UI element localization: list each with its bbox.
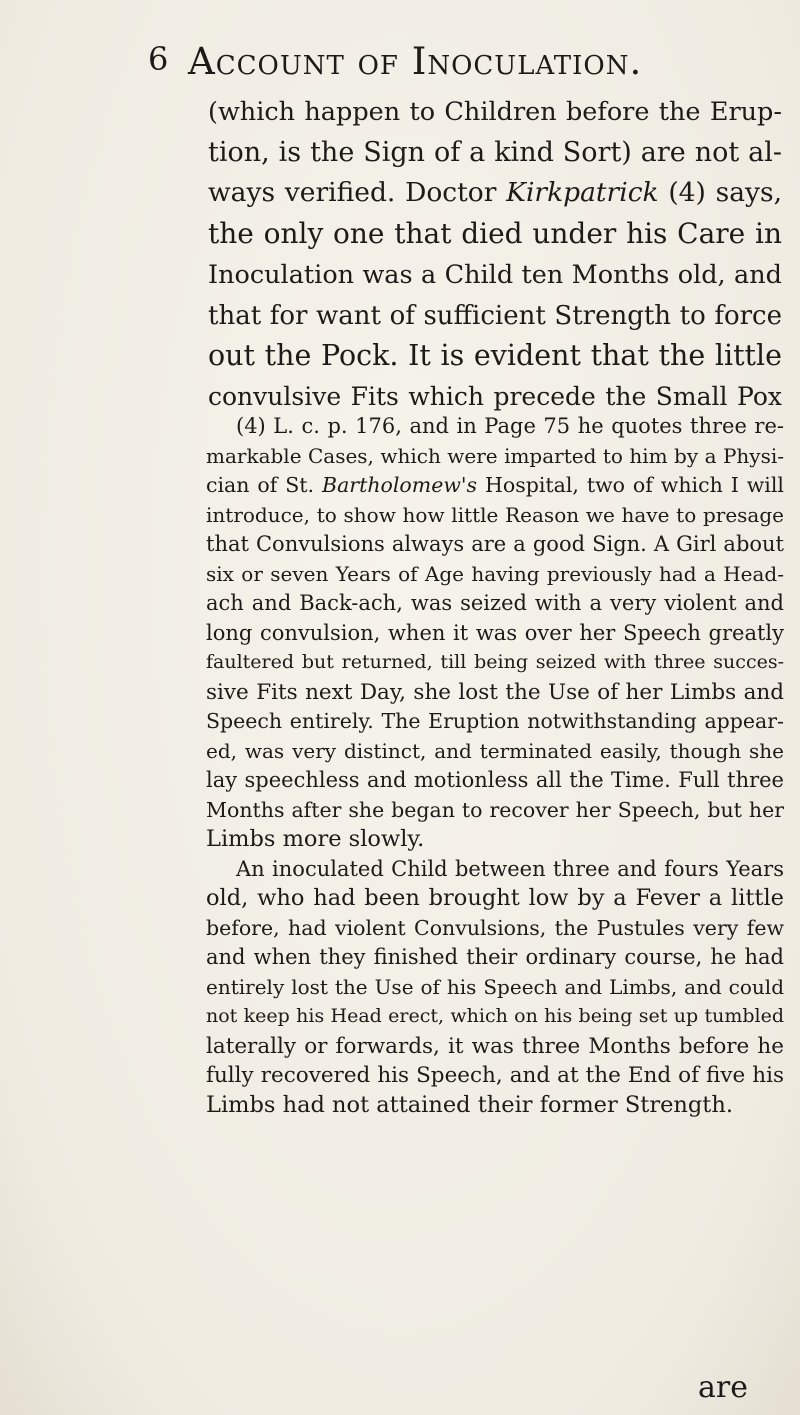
footnote-line: Months after she began to recover her Speech, but her xyxy=(206,797,784,822)
catchword: are xyxy=(698,1370,748,1405)
footnote-line: that Convulsions always are a good Sign. A Girl about xyxy=(206,532,784,556)
italic-name: Kirkpatrick xyxy=(506,177,659,209)
running-title: Account of Inoculation. xyxy=(188,40,643,83)
footnote-line: faultered but returned, till being seized with three succes- xyxy=(206,651,784,673)
footnote-line: not keep his Head erect, which on his being set up tumbled xyxy=(206,1005,784,1027)
main-line: Inoculation was a Child ten Months old, and xyxy=(208,259,782,290)
main-line: tion, is the Sign of a kind Sort) are not al- xyxy=(208,136,782,168)
footnote-line: six or seven Years of Age having previously had a Head- xyxy=(206,561,784,586)
main-line: out the Pock. It is evident that the little xyxy=(208,339,782,373)
main-line: ways verified. Doctor Kirkpatrick (4) says, xyxy=(208,177,783,209)
footnote-line: ed, was very distinct, and terminated easily, though she xyxy=(206,738,784,763)
footnote-line: Limbs more slowly. xyxy=(206,826,425,852)
footnote-line: fully recovered his Speech, and at the End of five his xyxy=(206,1063,784,1088)
footnote-line: introduce, to show how little Reason we have to presage xyxy=(206,502,784,527)
italic-name: Bartholomew's xyxy=(322,473,478,497)
main-line: (which happen to Children before the Erup- xyxy=(208,97,782,127)
footnote-line: markable Cases, which were imparted to him by a Physi- xyxy=(206,443,784,468)
footnote-line: before, had violent Convulsions, the Pustules very few xyxy=(206,915,784,940)
main-line: convulsive Fits which precede the Small Pox xyxy=(208,381,782,411)
footnote-line: cian of St. Bartholomew's Hospital, two of which I will xyxy=(206,473,784,497)
footnote-line: laterally or forwards, it was three Months before he xyxy=(206,1033,784,1059)
main-line: that for want of sufficient Strength to force xyxy=(208,300,782,331)
footnote-line: long convulsion, when it was over her Speech greatly xyxy=(206,620,784,645)
footnote-line: old, who had been brought low by a Fever a little xyxy=(206,885,784,911)
main-text xyxy=(208,92,782,418)
footnote xyxy=(206,412,784,1120)
page-number: 6 xyxy=(148,40,170,78)
main-line: the only one that died under his Care in xyxy=(208,217,782,251)
footnote-line: sive Fits next Day, she lost the Use of her Limbs and xyxy=(206,679,784,705)
footnote-line: Speech entirely. The Eruption notwithstanding appear- xyxy=(206,709,784,733)
footnote-line: entirely lost the Use of his Speech and Limbs, and could xyxy=(206,974,784,999)
footnote-line: Limbs had not attained their former Strength. xyxy=(206,1091,733,1118)
footnote-line: and when they finished their ordinary course, he had xyxy=(206,945,784,969)
footnote-line: ach and Back-ach, was seized with a very violent and xyxy=(206,591,784,615)
footnote-line: An inoculated Child between three and fours Years xyxy=(236,856,784,881)
footnote-line: lay speechless and motionless all the Time. Full three xyxy=(206,768,784,792)
footnote-line: (4) L. c. p. 176, and in Page 75 he quotes three re- xyxy=(236,414,784,438)
